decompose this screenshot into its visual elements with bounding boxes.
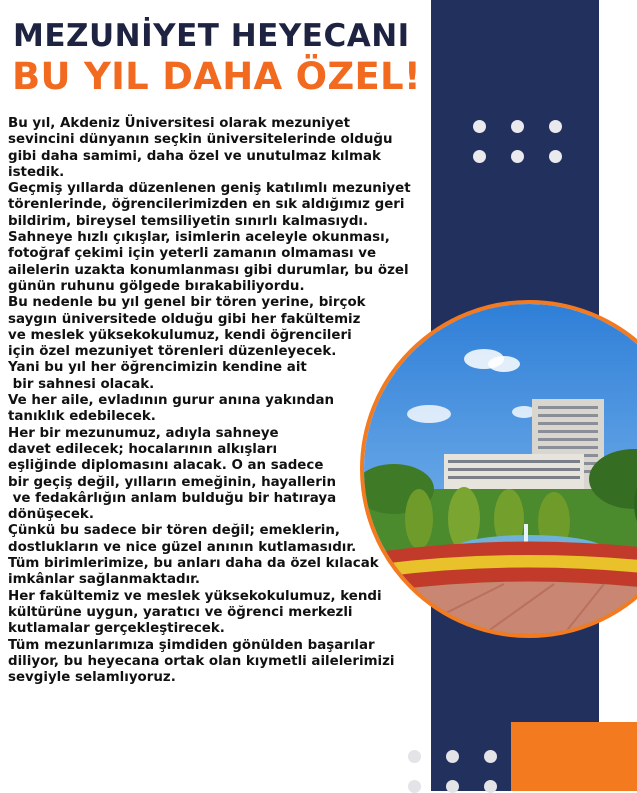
dot xyxy=(484,780,497,793)
dot xyxy=(484,750,497,763)
body-line: günün ruhunu gölgede bırakabiliyordu. xyxy=(8,278,305,294)
body-line: Bu yıl, Akdeniz Üniversitesi olarak mezuniyet xyxy=(8,116,350,131)
dot xyxy=(446,750,459,763)
body-line: dönüşecek. xyxy=(8,507,94,523)
body-line: gibi daha samimi, daha özel ve unutulmaz kılmak xyxy=(8,148,381,164)
body-line: fotoğraf çekimi için yeterli zamanın olmaması ve xyxy=(8,246,377,262)
body-line: Bu nedenle bu yıl genel bir tören yerine, birçok xyxy=(8,295,366,311)
body-line: kültürüne uygun, yaratıcı ve öğrenci merkezli xyxy=(8,604,353,620)
body-line: törenlerinde, öğrencilerimizden en sık aldığımız geri xyxy=(8,197,405,213)
body-line: bildirim, bireysel temsiliyetin sınırlı kalmasıydı. xyxy=(8,213,369,229)
body-line: Çünkü bu sadece bir tören değil; emeklerin, xyxy=(8,523,341,539)
announcement-body xyxy=(8,116,428,686)
dot xyxy=(408,780,421,793)
dot xyxy=(549,120,562,133)
dot xyxy=(511,120,524,133)
body-line: sevgiyle selamlıyoruz. xyxy=(8,670,176,686)
page-title-line1: MEZUNİYET HEYECANI xyxy=(13,18,410,54)
dot xyxy=(446,780,459,793)
body-line: Ve her aile, evladının gurur anına yakından xyxy=(8,393,335,409)
body-line: Geçmiş yıllarda düzenlenen geniş katılımlı mezuniyet xyxy=(8,181,411,197)
body-line: Yani bu yıl her öğrencimizin kendine ait xyxy=(8,360,307,376)
body-line: eşliğinde diplomasını alacak. O an sadece xyxy=(8,458,324,474)
orange-decorative-block xyxy=(511,722,637,791)
body-line: için özel mezuniyet törenleri düzenleyecek. xyxy=(8,344,337,360)
body-line: ve fedakârlığın anlam bulduğu bir hatıraya xyxy=(8,490,337,506)
body-line: sevincini dünyanın seçkin üniversitelerinde olduğu xyxy=(8,132,393,148)
dot xyxy=(511,150,524,163)
body-line: dostlukların ve nice güzel anının kutlamasıdır. xyxy=(8,539,357,555)
dot xyxy=(473,120,486,133)
body-line: Tüm birimlerimize, bu anları daha da özel kılacak xyxy=(8,556,379,572)
dot xyxy=(549,150,562,163)
body-line: saygın üniversitede olduğu gibi her fakültemiz xyxy=(8,311,361,327)
body-line: imkânlar sağlanmaktadır. xyxy=(8,572,200,588)
body-line: Sahneye hızlı çıkışlar, isimlerin aceleyle okunması, xyxy=(8,230,390,246)
body-line: bir sahnesi olacak. xyxy=(8,376,155,392)
page-title-line2: BU YIL DAHA ÖZEL! xyxy=(12,55,422,98)
body-line: bir geçiş değil, yılların emeğinin, hayallerin xyxy=(8,474,336,490)
dot xyxy=(473,150,486,163)
body-line: kutlamalar gerçekleştirecek. xyxy=(8,621,225,637)
body-line: davet edilecek; hocalarının alkışları xyxy=(8,441,278,457)
body-line: istedik. xyxy=(8,164,65,180)
body-line: Her fakültemiz ve meslek yüksekokulumuz, kendi xyxy=(8,588,382,604)
body-line: diliyor, bu heyecana ortak olan kıymetli ailelerimizi xyxy=(8,653,395,669)
dot xyxy=(408,750,421,763)
body-line: Tüm mezunlarımıza şimdiden gönülden başarılar xyxy=(8,637,375,653)
body-line: ve meslek yüksekokulumuz, kendi öğrencileri xyxy=(8,327,352,343)
body-line: ailelerin uzakta konumlanması gibi durumlar, bu özel xyxy=(8,262,409,278)
body-line: tanıklık edebilecek. xyxy=(8,409,156,425)
body-line: Her bir mezunumuz, adıyla sahneye xyxy=(8,425,279,441)
